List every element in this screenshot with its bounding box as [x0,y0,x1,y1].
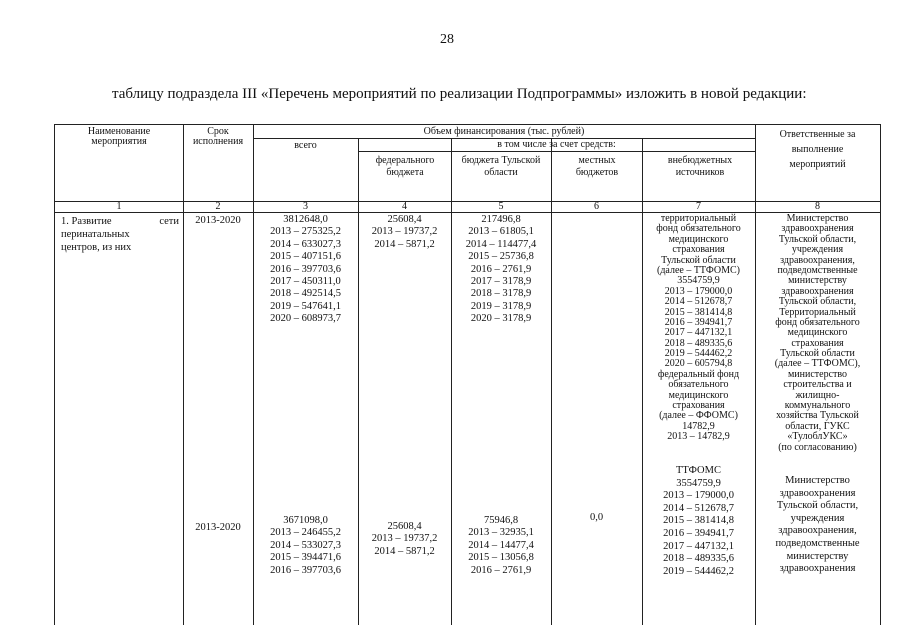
row2-tula-value: 2015 – 13056,8 [468,552,534,564]
row-divider [55,212,880,213]
row1-tula-value: 217496,8 [481,214,521,225]
row1-extra-line: 2016 – 394941,7 [664,316,733,328]
row1-responsible-line: министерство [787,368,848,380]
row2-extra-line: 3554759,9 [676,477,721,489]
header-financing: Объем финансирования (тыс. рублей) [423,126,585,137]
header-including: в том числе за счет средств: [497,139,616,150]
row2-federal-value: 25608,4 [387,521,422,532]
col-divider [183,125,184,625]
row1-responsible-line: подведомственные [777,264,858,276]
row1-extra-line: территориальный [660,213,737,224]
row1-tula-value: 2014 – 114477,4 [465,238,537,250]
row2-total-value: 2014 – 533027,3 [270,539,341,551]
row1-extra-line: 3554759,9 [677,275,720,287]
row2-extra-line: ТТФОМС [676,465,721,476]
row2-extra-line: 2015 – 381414,8 [663,515,734,527]
row1-extra-line: страхования [672,244,725,256]
header-term: Срок исполнения [192,126,244,147]
row1-responsible-line: здравоохранения [781,223,854,235]
row2-responsible-line: Тульской области, [776,500,859,512]
row1-name-word: 1. Развитие [61,216,112,227]
row1-tula-value: 2018 – 3178,9 [470,288,532,300]
row1-extra-line: 2015 – 381414,8 [664,306,733,318]
row1-tula-value: 2016 – 2761,9 [470,263,532,275]
header-name: Наименование мероприятия [87,126,151,147]
row1-total [253,214,358,326]
row2-total-value: 2016 – 397703,6 [270,564,341,576]
row1-name [61,215,179,254]
row1-tula-value: 2013 – 61805,1 [468,226,534,238]
row1-extra-line: фонд обязательного [656,223,741,235]
row1-responsible-line: министерству [788,275,847,287]
row2-tula [451,515,551,577]
row1-responsible-line: области, ГУКС [785,420,850,432]
row1-total-value: 2013 – 275325,2 [270,226,341,238]
row1-responsible-line: «ТулоблУКС» [787,431,848,443]
row1-responsible-line: (далее – ТТФОМС), [774,358,861,370]
row2-federal-value: 2014 – 5871,2 [374,545,435,557]
row1-tula-value: 2020 – 3178,9 [470,313,532,325]
row1-responsible-line: Тульской области [780,348,855,360]
row2-responsible-line: здравоохранения, [778,525,857,537]
row1-extra-line: 2013 – 14782,9 [667,431,730,443]
header-tula: бюджета Тульской области [461,155,541,178]
row1-extra-line: 2017 – 447132,1 [664,327,733,339]
measures-table [54,124,881,625]
row2-total-value: 2013 – 246455,2 [270,527,341,539]
column-number: 6 [594,201,599,212]
row1-extra-line: федеральный фонд [657,368,740,380]
row1-total-value: 2015 – 407151,6 [270,251,341,263]
row1-extra-line: 2019 – 544462,2 [664,348,733,360]
row2-responsible-line: учреждения [790,512,845,524]
row2-federal-value: 2013 – 19737,2 [371,533,438,545]
row1-tula-value: 2015 – 25736,8 [468,251,534,263]
row2-extra-line: 2017 – 447132,1 [663,540,734,552]
row2-responsible-line: здравоохранения [779,487,856,499]
row2-tula-value: 2013 – 32935,1 [468,527,534,539]
row2-federal [358,521,451,558]
row1-federal [358,214,451,251]
row1-total-value: 2017 – 450311,0 [270,275,341,287]
row1-responsible-line: жилищно- [795,389,840,401]
row2-extra-line: 2019 – 544462,2 [663,565,734,577]
row2-tula-value: 2016 – 2761,9 [470,564,532,576]
row1-responsible-line: здравоохранения, [780,254,855,266]
row2-total-value: 2015 – 394471,6 [270,552,341,564]
column-number: 8 [815,201,820,212]
row1-tula [451,214,551,326]
row1-name-word: сети [159,216,179,227]
row2-total [253,515,358,577]
intro-text: таблицу подраздела III «Перечень мероприятий по реализации Подпрограммы» изложить в новой редакции: [112,86,807,102]
row2-extra-line: 2016 – 394941,7 [663,527,734,539]
row1-federal-value: 25608,4 [387,214,422,225]
header-federal: федерального бюджета [375,155,435,178]
column-number: 4 [402,201,407,212]
row1-extra-line: медицинского [668,233,729,245]
row2-term: 2013-2020 [195,522,241,533]
row1-total-value: 2020 – 608973,7 [270,313,341,325]
row1-total-value: 2018 – 492514,5 [270,288,341,300]
row2-total-value: 3671098,0 [283,515,328,526]
row1-name-line: перинатальных [61,229,130,240]
row1-total-value: 2019 – 547641,1 [270,300,341,312]
column-number: 2 [215,201,221,212]
row1-responsible-line: страхования [791,337,844,349]
row1-federal-value: 2014 – 5871,2 [374,238,435,250]
row1-extra-line: Тульской области [661,254,736,266]
row2-tula-value: 75946,8 [483,515,519,526]
page-number: 28 [440,32,454,47]
row1-extra-line: медицинского [668,389,729,401]
row1-responsible-line: Территориальный [779,306,856,318]
row1-responsible-line: коммунального [784,400,851,412]
row1-extra-line: 2018 – 489335,6 [664,337,733,349]
row2-responsible-line: здравоохранения [779,563,856,575]
column-number: 7 [696,201,701,212]
header-total: всего [294,140,317,151]
row1-name-line: центров, из них [61,242,132,253]
header-extra: внебюджетных источников [667,155,733,178]
row1-term: 2013-2020 [195,215,241,226]
row2-responsible-line: подведомственные [775,537,860,549]
row2-tula-value: 2014 – 14477,4 [468,539,534,551]
row1-responsible-line: (по согласованию) [778,441,857,453]
row1-responsible-line: строительства и [783,379,852,391]
row1-total-value: 3812648,0 [283,214,328,225]
row1-extra-line: (далее – ТТФОМС) [657,264,740,276]
row1-extra-line: 2013 – 179000,0 [664,285,733,297]
header-local: местных бюджетов [575,155,619,178]
row1-extra-line: страхования [672,400,725,412]
row1-extra-line: (далее – ФФОМС) [659,410,738,422]
column-number: 3 [303,201,308,212]
row1-total-value: 2016 – 397703,6 [270,263,341,275]
row2-extra-line: 2018 – 489335,6 [663,553,734,565]
row1-extra-line: 2020 – 605794,8 [664,358,733,370]
row2-responsible-line: министерству [786,550,849,562]
row1-responsible-line: фонд обязательного [775,316,860,328]
row2-extra-line: 2014 – 512678,7 [663,502,734,514]
row1-responsible [755,214,880,453]
row2-extra-line: 2013 – 179000,0 [663,490,734,502]
row1-total-value: 2014 – 633027,3 [270,238,341,250]
row-divider [358,151,755,152]
row1-tula-value: 2017 – 3178,9 [470,275,532,287]
row1-extra-line: 14782,9 [682,420,715,432]
row1-extra [642,214,755,443]
row2-responsible-line: Министерство [785,475,850,486]
row1-responsible-line: Тульской области, [778,233,857,245]
row1-responsible-line: медицинского [787,327,848,339]
row1-responsible-line: хозяйства Тульской [776,410,859,422]
header-responsible: Ответственные за выполнение мероприятий [779,129,856,170]
column-number: 1 [116,201,122,212]
row2-local: 0,0 [589,512,604,523]
row2-extra [642,465,755,578]
row1-responsible-line: учреждения [791,244,844,256]
row1-responsible-line: Тульской области, [778,296,857,308]
row2-responsible [755,475,880,576]
row1-responsible-line: Министерство [786,213,849,224]
row1-extra-line: 2014 – 512678,7 [664,296,733,308]
column-number: 5 [498,201,504,212]
row1-responsible-line: здравоохранения [781,285,854,297]
row1-tula-value: 2019 – 3178,9 [470,300,532,312]
row1-extra-line: обязательного [668,379,729,391]
row1-federal-value: 2013 – 19737,2 [371,226,438,238]
